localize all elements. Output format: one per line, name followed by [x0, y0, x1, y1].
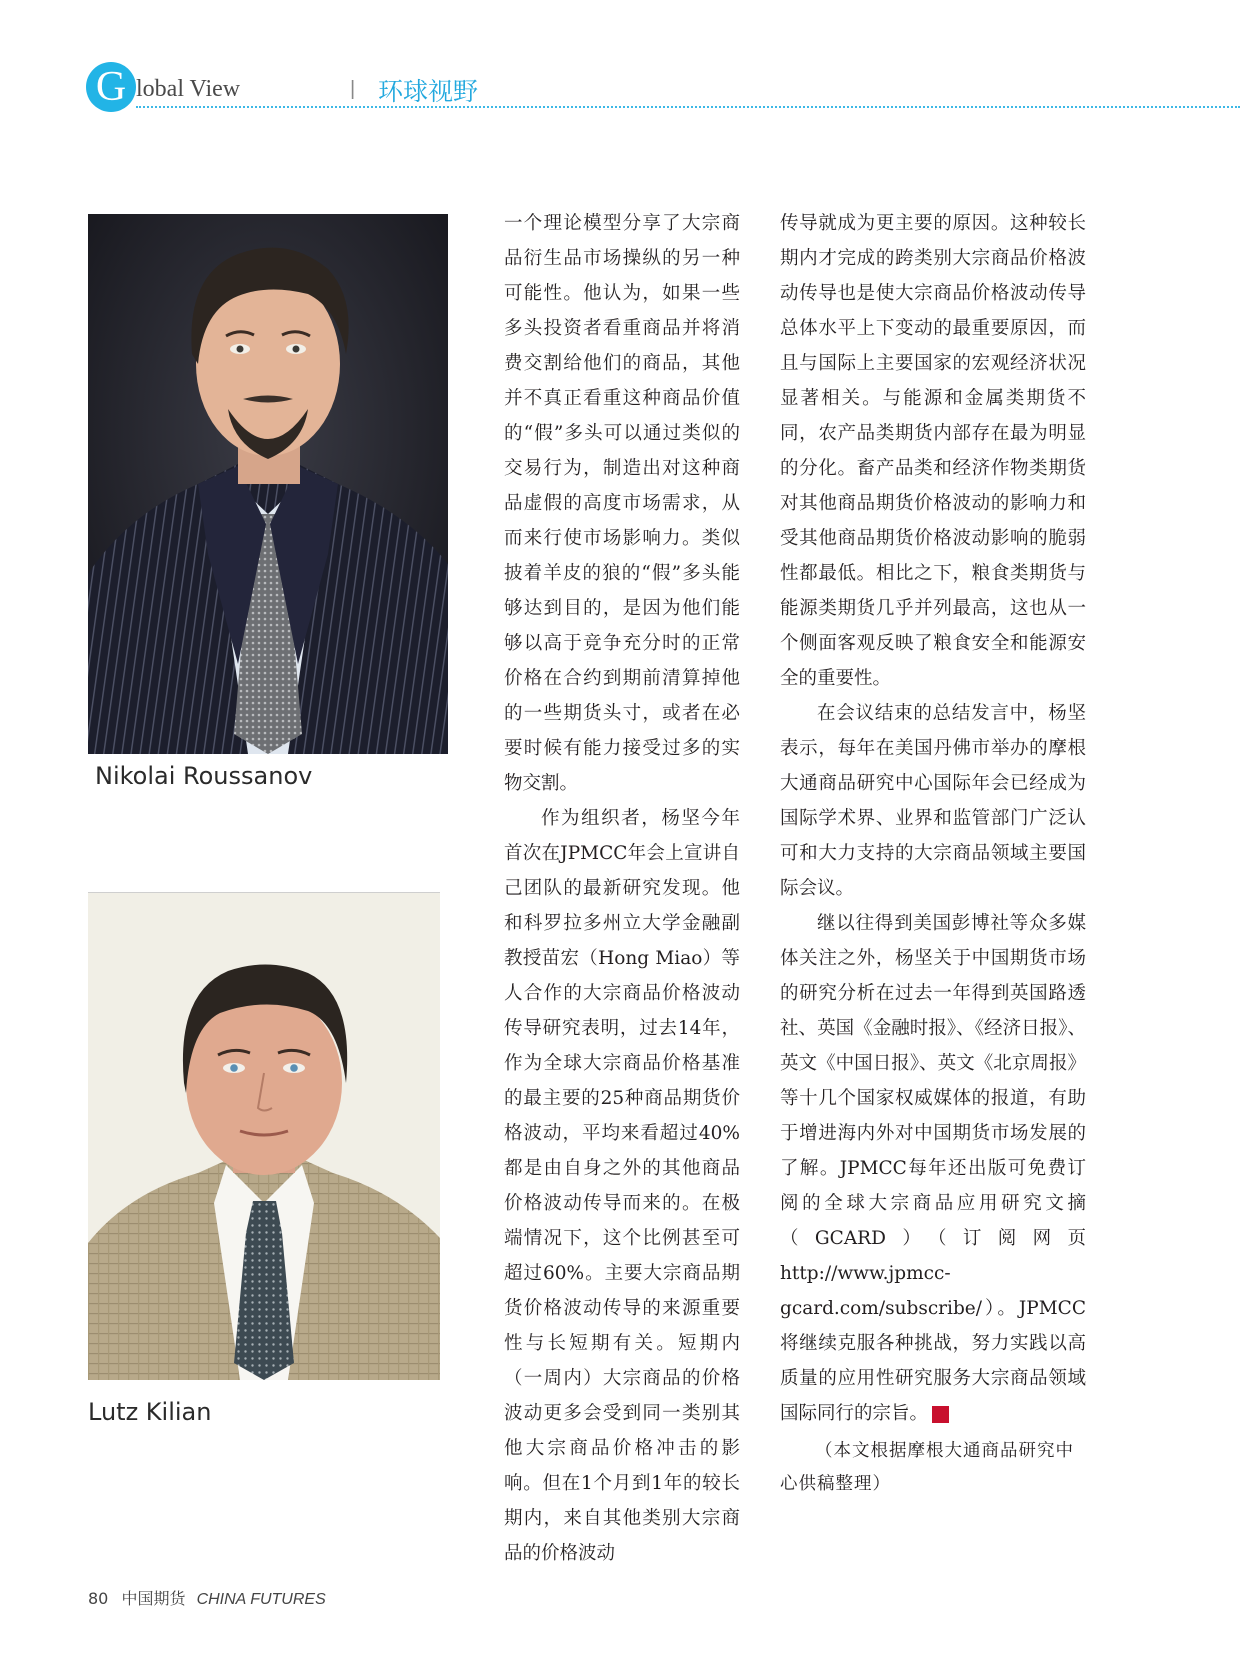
article-column-2 [780, 206, 1086, 1501]
header-separator: | [350, 78, 356, 100]
source-note [780, 1435, 1086, 1501]
paragraph-final [780, 906, 1086, 1431]
source-note-line-2: 心供稿整理） [780, 1474, 891, 1494]
paragraph: 一个理论模型分享了大宗商品衍生品市场操纵的另一种可能性。他认为，如果一些多头投资者看重商品并将消费交割给他们的商品，其他并不真正看重这种商品价值的“假”多头可以通过类似的交易行为，制造出对这种商品虚假的高度市场需求，从而来行使市场影响力。类似披着羊皮的狼的“假”多头能够达到目的，是因为他们能够以高于竞争充分时的正常价格在合约到期前清算掉他的一些期货头寸，或者在必要时候有能力接受过多的实物交割。 [504, 213, 740, 794]
magazine-name-cn: 中国期货 [121, 1589, 186, 1608]
article-column-1 [504, 206, 740, 1571]
paragraph: 传导就成为更主要的原因。这种较长期内才完成的跨类别大宗商品价格波动传导也是使大宗商品价格波动传导总体水平上下变动的最重要原因，而且与国际上主要国家的宏观经济状况显著相关。与能源和金属类期货不同，农产品类期货内部存在最为明显的分化。畜产品类和经济作物类期货对其他商品期货价格波动的影响力和受其他商品期货价格波动影响的脆弱性都最低。相比之下，粮食类期货与能源类期货几乎并列最高，这也从一个侧面客观反映了粮食安全和能源安全的重要性。 [780, 213, 1086, 689]
photo-caption-roussanov: Nikolai Roussanov [95, 762, 313, 790]
portrait-photo-kilian [88, 892, 440, 1380]
portrait-illustration [88, 214, 448, 754]
page-number: 80 [88, 1589, 109, 1608]
header-section-chinese: 环球视野 [378, 77, 479, 106]
photo-caption-kilian: Lutz Kilian [88, 1398, 212, 1426]
portrait-illustration [88, 893, 440, 1380]
end-mark-icon: 田 [932, 1406, 949, 1423]
magazine-name-en: CHINA FUTURES [196, 1591, 326, 1608]
page-footer [88, 1586, 326, 1609]
paragraph-text: 继以往得到美国彭博社等众多媒体关注之外，杨坚关于中国期货市场的研究分析在过去一年得到英国路透社、英国《金融时报》、《经济日报》、英文《中国日报》、英文《北京周报》等十几个国家权威媒体的报道，有助于增进海内外对中国期货市场发展的了解。JPMCC每年还出版可免费订阅的全球大宗商品应用研究文摘（GCARD）（订阅网页 http://www.jpmcc-gcard.com/subscribe/）。JPMCC将继续克服各种挑战，努力实践以高质量的应用性研究服务大宗商品领域国际同行的宗旨。 [780, 913, 1086, 1424]
header-section-english: lobal View [136, 76, 241, 102]
paragraph: 作为组织者，杨坚今年首次在JPMCC年会上宣讲自己团队的最新研究发现。他和科罗拉多州立大学金融副教授苗宏（Hong Miao）等人合作的大宗商品价格波动传导研究表明，过去14年，作为全球大宗商品价格基准的最主要的25种商品期货价格波动，平均来看超过40%都是由自身之外的其他商品价格波动传导而来的。在极端情况下，这个比例甚至可超过60%。主要大宗商品期货价格波动传导的来源重要性与长短期有关。短期内（一周内）大宗商品的价格波动更多会受到同一类别其他大宗商品价格冲击的影响。但在1个月到1年的较长期内，来自其他类别大宗商品的价格波动 [504, 808, 740, 1564]
page-header [86, 60, 1240, 110]
header-dotted-rule [136, 106, 1240, 108]
paragraph: 在会议结束的总结发言中，杨坚表示，每年在美国丹佛市举办的摩根大通商品研究中心国际年会已经成为国际学术界、业界和监管部门广泛认可和大力支持的大宗商品领域主要国际会议。 [780, 703, 1086, 899]
source-note-line-1: （本文根据摩根大通商品研究中 [815, 1441, 1074, 1461]
header-logo-circle: G [86, 62, 136, 112]
portrait-photo-roussanov [88, 214, 448, 754]
